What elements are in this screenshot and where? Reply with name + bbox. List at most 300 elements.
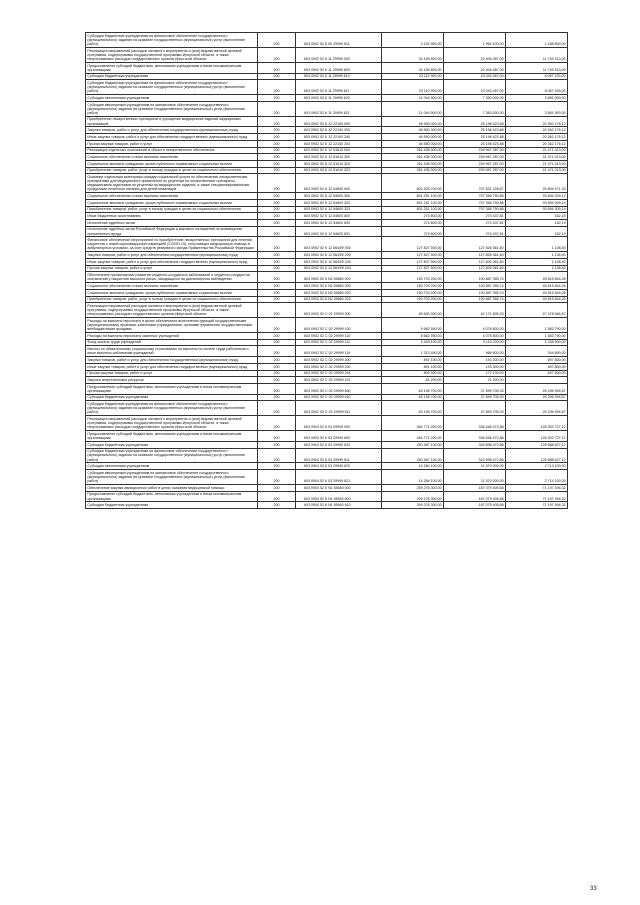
approved-amount: 450 487 100,00 <box>382 441 444 448</box>
classification-code: 603 0904 52 К N1 55540 000 <box>296 485 382 492</box>
table-row <box>86 491 568 502</box>
approved-amount: 801 251 100,00 <box>382 199 444 206</box>
row-name: Предоставление субсидий бюджетным, автономным учреждениям и иным некоммерческим организациям <box>86 491 258 502</box>
executed-amount: 22 406 487,00 <box>444 62 506 73</box>
row-name: Реализация направлений расходов основного мероприятия и (или) ведомственной целевой программы, подпрограммы государственной программы Иркутской области, а также непрограммных расходов государственных органов Иркутской области <box>86 47 258 62</box>
row-name: Закупка энергетических ресурсов <box>86 377 258 384</box>
table-row <box>86 296 568 303</box>
table-row <box>86 485 568 492</box>
classification-code: 603 0902 52 К 12 54600 800 <box>296 213 382 220</box>
approved-amount: 274 600,00 <box>382 213 444 220</box>
row-code: 200 <box>258 332 296 339</box>
unexecuted-amount: 8 067 433,00 <box>506 73 568 80</box>
row-name: Приобретение товаров, работ, услуг в пользу граждан в целях их социального обеспечения <box>86 296 258 303</box>
table-row <box>86 80 568 95</box>
classification-code: 603 0902 52 К 12 54600 300 <box>296 193 382 200</box>
row-code: 200 <box>258 289 296 296</box>
row-name: Прочая закупка товаров, работ и услуг <box>86 265 258 272</box>
row-name: Финансовое обеспечение мероприятий по приобретению лекарственных препаратов для лечения пациентов с новой коронавирусной инфекцией (COVID-19), получающих медицинскую помощь в амбулаторных условиях, за счет средств резервного фонда Правительства Российской Федерации <box>86 237 258 252</box>
table-row <box>86 154 568 161</box>
classification-code: 603 0902 52 К 12 51610 000 <box>296 147 382 154</box>
table-row <box>86 272 568 283</box>
approved-amount: 809 900,00 <box>382 370 444 377</box>
approved-amount: 14 284 100,00 <box>382 470 444 485</box>
approved-amount: 261 438 300,00 <box>382 147 444 154</box>
classification-code: 603 0902 52 К 11 29999 621 <box>296 101 382 116</box>
executed-amount: 274 437,81 <box>444 219 506 226</box>
executed-amount: 37 899 705,33 <box>444 394 506 401</box>
classification-code: 603 0902 52 К 12 5643Ф 244 <box>296 265 382 272</box>
unexecuted-amount: 71 197 494,32 <box>506 491 568 502</box>
approved-amount: 464 771 200,00 <box>382 431 444 442</box>
row-name: Расходы на выплаты персоналу казенных учреждений <box>86 332 258 339</box>
row-name: Иные закупки товаров, работ и услуг для обеспечения государственных (муниципальных) нужд <box>86 363 258 370</box>
row-code: 200 <box>258 272 296 283</box>
unexecuted-amount: 49 815 844,26 <box>506 272 568 283</box>
classification-code: 603 0902 52 К N2 55860 320 <box>296 289 382 296</box>
row-code: 200 <box>258 47 296 62</box>
table-row <box>86 140 568 147</box>
row-name: Субсидии автономным учреждениям на финансовое обеспечение государственного (муниципального) задания на оказание государственных (муниципальных) услуг (выполнение работ) <box>86 101 258 116</box>
row-name: Взносы по обязательному социальному страхованию на выплаты по оплате труда работников и иные выплаты работникам учреждений <box>86 346 258 357</box>
row-code: 200 <box>258 237 296 252</box>
executed-amount: 193 300,00 <box>444 363 506 370</box>
executed-amount: 100 887 355,74 <box>444 289 506 296</box>
row-name: Приобретение товаров, работ, услуг в пользу граждан в целях их социального обеспечения <box>86 167 258 174</box>
row-code: 200 <box>258 73 296 80</box>
table-row <box>86 377 568 384</box>
unexecuted-amount: 25 296 994,67 <box>506 401 568 416</box>
row-code: 200 <box>258 485 296 492</box>
executed-amount: 707 356 790,86 <box>444 199 506 206</box>
executed-amount: 324 898 472,88 <box>444 441 506 448</box>
executed-amount: 22 406 487,00 <box>444 47 506 62</box>
table-row <box>86 401 568 416</box>
approved-amount: 801 251 100,00 <box>382 206 444 213</box>
row-name: Социальное обеспечение и иные выплаты населению <box>86 154 258 161</box>
classification-code: 603 0902 52 К 12 54600 320 <box>296 199 382 206</box>
row-code: 200 <box>258 33 296 48</box>
row-code: 200 <box>258 303 296 318</box>
unexecuted-amount: 93 894 309,14 <box>506 206 568 213</box>
row-name: Иные закупки товаров, работ и услуг для обеспечения государственных (муниципальных) нужд <box>86 259 258 266</box>
approved-amount: 69 650 390,00 <box>382 303 444 318</box>
row-name: Субсидии автономным учреждениям <box>86 463 258 470</box>
approved-amount: 11 044 900,00 <box>382 95 444 102</box>
table-row <box>86 101 568 116</box>
table-row <box>86 213 568 220</box>
row-code: 200 <box>258 491 296 502</box>
executed-amount: 15 043 467,00 <box>444 80 506 95</box>
table-row <box>86 431 568 442</box>
executed-amount: 11 570 000,00 <box>444 470 506 485</box>
table-row <box>86 370 568 377</box>
classification-code: 603 0902 52 С 02 29999 100 <box>296 318 382 333</box>
classification-code: 603 0902 52 К N2 55860 323 <box>296 296 382 303</box>
row-name: Социальное обеспечение и иные выплаты населению <box>86 283 258 290</box>
executed-amount: 324 898 472,88 <box>444 448 506 463</box>
unexecuted-amount: 637 800,00 <box>506 370 568 377</box>
row-code: 200 <box>258 154 296 161</box>
executed-amount: 968 600,00 <box>444 346 506 357</box>
row-name: Иные закупки товаров, работ и услуг для обеспечения государственных (муниципальных) нужд <box>86 134 258 141</box>
classification-code: 603 0902 52 С 02 29999 600 <box>296 383 382 394</box>
row-name: Предоставление субсидий бюджетным, автономным учреждениям и иным некоммерческим организациям <box>86 383 258 394</box>
executed-amount: 100 887 355,74 <box>444 296 506 303</box>
table-row <box>86 289 568 296</box>
row-name: Субсидии бюджетным учреждениям на финансовое обеспечение государственного (муниципального) задания на оказание государственных (муниципальных) услуг (выполнение работ) <box>86 80 258 95</box>
row-code: 200 <box>258 441 296 448</box>
approved-amount: 261 438 300,00 <box>382 167 444 174</box>
approved-amount: 23 110 900,00 <box>382 80 444 95</box>
classification-code: 603 0902 52 С 02 29999 240 <box>296 363 382 370</box>
approved-amount: 46 550 000,00 <box>382 116 444 127</box>
row-code: 200 <box>258 339 296 346</box>
classification-code: 603 0902 52 С 02 29999 610 <box>296 394 382 401</box>
classification-code: 603 0902 52 С 02 29999 200 <box>296 357 382 364</box>
approved-amount: 259 276 300,00 <box>382 502 444 509</box>
unexecuted-amount: 162,19 <box>506 213 568 220</box>
row-name: Приобретение товаров, работ, услуг в пользу граждан в целях их социального обеспечения <box>86 206 258 213</box>
unexecuted-amount: 125 588 627,12 <box>506 441 568 448</box>
unexecuted-amount: 27 478 484,67 <box>506 303 568 318</box>
approved-amount: 11 044 900,00 <box>382 101 444 116</box>
unexecuted-amount: 21 471 013,00 <box>506 154 568 161</box>
unexecuted-amount: 162,19 <box>506 219 568 226</box>
row-code: 200 <box>258 147 296 154</box>
classification-code: 603 0904 52 К N1 55540 600 <box>296 491 382 502</box>
executed-amount: 274 437,81 <box>444 226 506 237</box>
unexecuted-amount: 21 471 013,00 <box>506 167 568 174</box>
table-row <box>86 463 568 470</box>
executed-amount: 172 100,00 <box>444 370 506 377</box>
approved-amount: 127 827 500,00 <box>382 265 444 272</box>
classification-code: 603 0902 52 К 12 54600 831 <box>296 226 382 237</box>
executed-amount: 7 363 000,00 <box>444 101 506 116</box>
approved-amount: 150 703 200,00 <box>382 283 444 290</box>
table-row <box>86 199 568 206</box>
row-code: 200 <box>258 296 296 303</box>
row-code: 200 <box>258 370 296 377</box>
approved-amount: 259 276 300,00 <box>382 485 444 492</box>
row-code: 200 <box>258 401 296 416</box>
classification-code: 603 0902 52 К 12 22100 244 <box>296 140 382 147</box>
executed-amount: 707 631 228,67 <box>444 174 506 193</box>
table-row <box>86 160 568 167</box>
row-name: Оказание отдельным категориям граждан социальной услуги по обеспечению лекарственными препаратами для медицинского применения по рецептам на лекарственные препараты, медицинскими изделиями по рецептам на медицинские изделия, а также специализированными продуктами лечебного питания для детей-инвалидов <box>86 174 258 193</box>
row-name: Субсидии бюджетным учреждениям <box>86 502 258 509</box>
classification-code: 603 0904 52 К 03 29999 621 <box>296 470 382 485</box>
classification-code: 603 0902 52 К 12 54600 000 <box>296 174 382 193</box>
executed-amount: 239 967 287,00 <box>444 154 506 161</box>
approved-amount: 261 438 300,00 <box>382 154 444 161</box>
table-row <box>86 252 568 259</box>
classification-code: 603 0902 52 К 12 51610 323 <box>296 167 382 174</box>
row-name: Обеспечение профилактики развития сердечно-сосудистых заболеваний и сердечно-сосудистых осложнений у пациентов высокого риска, находящихся на диспансерном наблюдении <box>86 272 258 283</box>
executed-amount: 25 198 423,88 <box>444 134 506 141</box>
executed-amount: 4 078 800,00 <box>444 332 506 339</box>
classification-code: 603 0902 52 С 02 29999 119 <box>296 346 382 357</box>
table-row <box>86 383 568 394</box>
table-row <box>86 226 568 237</box>
row-code: 200 <box>258 134 296 141</box>
table-row <box>86 95 568 102</box>
row-name: Обеспечение закупки авиационных работ в целях оказания медицинской помощи <box>86 485 258 492</box>
row-name: Прочая закупка товаров, работ и услуг <box>86 140 258 147</box>
table-row <box>86 62 568 73</box>
classification-code: 603 0902 52 К 11 29999 611 <box>296 80 382 95</box>
classification-code: 603 0902 52 С 02 29999 611 <box>296 401 382 416</box>
executed-amount: 274 437,81 <box>444 213 506 220</box>
executed-amount: 3 110 200,00 <box>444 339 506 346</box>
table-row <box>86 332 568 339</box>
approved-amount: 150 703 200,00 <box>382 272 444 283</box>
classification-code: 603 0902 52 С 02 29999 000 <box>296 303 382 318</box>
row-code: 200 <box>258 363 296 370</box>
classification-code: 603 0904 52 К 03 29999 611 <box>296 448 382 463</box>
approved-amount: 261 438 300,00 <box>382 160 444 167</box>
row-code: 200 <box>258 463 296 470</box>
page-number: 33 <box>590 886 597 892</box>
row-name: Реализация отдельных полномочий в области лекарственного обеспечения <box>86 147 258 154</box>
classification-code: 603 0902 52 С 02 29999 111 <box>296 339 382 346</box>
unexecuted-amount: 128 302 727,12 <box>506 416 568 431</box>
row-code: 200 <box>258 318 296 333</box>
executed-amount: 21 200,00 <box>444 377 506 384</box>
unexecuted-amount: 1 138,40 <box>506 259 568 266</box>
unexecuted-amount: 20 362 176,12 <box>506 127 568 134</box>
row-code: 200 <box>258 174 296 193</box>
approved-amount: 127 827 500,00 <box>382 259 444 266</box>
row-name: Реализация направлений расходов основного мероприятия и (или) ведомственной целевой программы, подпрограммы государственной программы Иркутской области, а также непрограммных расходов государственных органов Иркутской области <box>86 303 258 318</box>
row-name: Иные бюджетные ассигнования <box>86 213 258 220</box>
executed-amount: 11 570 000,00 <box>444 463 506 470</box>
row-name: Исполнение судебных актов <box>86 219 258 226</box>
classification-code: 603 0902 52 К 11 29999 610 <box>296 73 382 80</box>
table-row <box>86 416 568 431</box>
unexecuted-amount: 21 471 013,00 <box>506 160 568 167</box>
unexecuted-amount: 1 583 790,00 <box>506 332 568 339</box>
classification-code: 603 0902 52 К 11 29999 620 <box>296 95 382 102</box>
table-row <box>86 502 568 509</box>
unexecuted-amount: 49 815 844,26 <box>506 296 568 303</box>
row-code: 200 <box>258 383 296 394</box>
row-name: Предоставление субсидий бюджетным, автономным учреждениям и иным некоммерческим организациям <box>86 62 258 73</box>
classification-code: 603 0902 52 К 12 54600 830 <box>296 219 382 226</box>
table-row <box>86 116 568 127</box>
row-name: Субсидии автономным учреждениям <box>86 95 258 102</box>
classification-code: 603 0904 52 К N1 55540 610 <box>296 502 382 509</box>
executed-amount: 127 826 361,60 <box>444 259 506 266</box>
table-row <box>86 318 568 333</box>
executed-amount: 127 826 361,60 <box>444 252 506 259</box>
approved-amount: 464 771 200,00 <box>382 416 444 431</box>
classification-code: 603 0904 52 К 03 29999 000 <box>296 416 382 431</box>
approved-amount: 127 827 500,00 <box>382 237 444 252</box>
row-name: Закупка товаров, работ и услуг для обеспечения государственных (муниципальных) нужд <box>86 252 258 259</box>
classification-code: 603 0902 52 К 12 5643Ф 240 <box>296 259 382 266</box>
unexecuted-amount: 1 583 790,00 <box>506 318 568 333</box>
row-code: 200 <box>258 283 296 290</box>
classification-code: 603 0902 52 К 12 22100 000 <box>296 116 382 127</box>
unexecuted-amount: 1 138,40 <box>506 252 568 259</box>
row-name: Расходы на выплаты персоналу в целях обеспечения выполнения функций государственными (муниципальными) органами, казенными учреждениями, органами управления государственными внебюджетными фондами <box>86 318 258 333</box>
unexecuted-amount: 1 138,40 <box>506 237 568 252</box>
table-row <box>86 303 568 318</box>
unexecuted-amount: 93 894 471,33 <box>506 174 568 193</box>
row-code: 200 <box>258 431 296 442</box>
row-name: Социальное обеспечение и иные выплаты населению <box>86 193 258 200</box>
classification-code: 603 0902 52 С 02 29999 247 <box>296 377 382 384</box>
table-row <box>86 470 568 485</box>
row-code: 200 <box>258 226 296 237</box>
unexecuted-amount: 25 296 994,67 <box>506 394 568 401</box>
row-code: 200 <box>258 265 296 272</box>
row-code: 200 <box>258 160 296 167</box>
row-name: Реализация направлений расходов основного мероприятия и (или) ведомственной целевой программы, подпрограммы государственной программы Иркутской области, а также непрограммных расходов государственных органов Иркутской области <box>86 416 258 431</box>
row-code: 200 <box>258 448 296 463</box>
row-name: Предоставление субсидий бюджетным, автономным учреждениям и иным некоммерческим организациям <box>86 431 258 442</box>
table-row <box>86 441 568 448</box>
executed-amount: 25 198 423,88 <box>444 116 506 127</box>
executed-amount: 239 967 287,00 <box>444 167 506 174</box>
executed-amount: 127 826 361,60 <box>444 237 506 252</box>
table-row <box>86 167 568 174</box>
table-row <box>86 237 568 252</box>
row-code: 200 <box>258 346 296 357</box>
approved-amount: 5 662 590,00 <box>382 318 444 333</box>
unexecuted-amount: 21 471 013,00 <box>506 147 568 154</box>
executed-amount: 239 967 287,00 <box>444 160 506 167</box>
unexecuted-amount: 93 894 309,14 <box>506 199 568 206</box>
row-name: Субсидии бюджетным учреждениям на финансовое обеспечение государственного (муниципального) задания на оказание государственных (муниципальных) услуг (выполнение работ) <box>86 448 258 463</box>
unexecuted-amount: 11 749 313,00 <box>506 62 568 73</box>
row-name: Субсидии автономным учреждениям на финансовое обеспечение государственного (муниципального) задания на оказание государственных (муниципальных) услуг (выполнение работ) <box>86 470 258 485</box>
row-name: Субсидии бюджетным учреждениям на финансовое обеспечение государственного (муниципального) задания на оказание государственных (муниципальных) услуг (выполнение работ) <box>86 33 258 48</box>
classification-code: 603 0902 52 К 12 51610 300 <box>296 154 382 161</box>
executed-amount: 37 899 705,33 <box>444 401 506 416</box>
unexecuted-amount: 1 238 900,00 <box>506 339 568 346</box>
executed-amount: 7 363 000,00 <box>444 95 506 102</box>
table-row <box>86 127 568 134</box>
row-code: 200 <box>258 394 296 401</box>
executed-amount: 1 964 100,00 <box>444 33 506 48</box>
approved-amount: 891 100,00 <box>382 357 444 364</box>
classification-code: 603 0902 52 К 12 22100 200 <box>296 127 382 134</box>
executed-amount: 37 899 705,33 <box>444 383 506 394</box>
row-code: 200 <box>258 127 296 134</box>
executed-amount: 42 171 505,33 <box>444 303 506 318</box>
unexecuted-amount: 49 815 844,26 <box>506 283 568 290</box>
approved-amount: 601 525 700,00 <box>382 174 444 193</box>
unexecuted-amount: 1 188 800,00 <box>506 33 568 48</box>
row-name: Фонд оплаты труда учреждений <box>86 339 258 346</box>
row-name: Субсидии бюджетным учреждениям на финансовое обеспечение государственного (муниципального) задания на оказание государственных (муниципальных) услуг (выполнение работ) <box>86 401 258 416</box>
table-row <box>86 339 568 346</box>
unexecuted-amount: 25 296 994,67 <box>506 383 568 394</box>
classification-code: 603 0902 52 К N2 55860 000 <box>296 272 382 283</box>
approved-amount: 259 276 300,00 <box>382 491 444 502</box>
unexecuted-amount: 11 749 313,00 <box>506 47 568 62</box>
executed-amount: 187 079 405,68 <box>444 485 506 492</box>
approved-amount: 891 100,00 <box>382 363 444 370</box>
classification-code: 603 0902 52 К 12 5643Ф 000 <box>296 237 382 252</box>
approved-amount: 14 284 100,00 <box>382 463 444 470</box>
classification-code: 603 0902 52 К 11 29999 000 <box>296 47 382 62</box>
row-code: 200 <box>258 206 296 213</box>
executed-amount: 239 967 287,00 <box>444 147 506 154</box>
row-code: 200 <box>258 377 296 384</box>
table-row <box>86 193 568 200</box>
row-name: Субсидии бюджетным учреждениям <box>86 441 258 448</box>
approved-amount: 5 662 590,00 <box>382 332 444 339</box>
approved-amount: 801 251 100,00 <box>382 193 444 200</box>
row-name: Социальные выплаты гражданам, кроме публичных нормативных социальных выплат <box>86 160 258 167</box>
row-name: Закупка товаров, работ и услуг для обеспечения государственных (муниципальных) нужд <box>86 357 258 364</box>
table-row <box>86 47 568 62</box>
unexecuted-amount: 49 815 844,26 <box>506 289 568 296</box>
unexecuted-amount: 71 197 494,32 <box>506 502 568 509</box>
unexecuted-amount: 128 302 727,12 <box>506 431 568 442</box>
row-code: 200 <box>258 95 296 102</box>
row-code: 200 <box>258 213 296 220</box>
unexecuted-amount: 20 362 176,12 <box>506 134 568 141</box>
table-row <box>86 174 568 193</box>
approved-amount: 274 600,00 <box>382 219 444 226</box>
unexecuted-amount: 697 800,00 <box>506 363 568 370</box>
approved-amount: 150 703 200,00 <box>382 296 444 303</box>
unexecuted-amount: 162,19 <box>506 226 568 237</box>
unexecuted-amount: 20 362 176,12 <box>506 116 568 127</box>
classification-code: 603 0902 52 К 12 51610 320 <box>296 160 382 167</box>
table-row <box>86 394 568 401</box>
row-code: 200 <box>258 259 296 266</box>
approved-amount: 34 155 800,00 <box>382 62 444 73</box>
unexecuted-amount: 8 067 433,00 <box>506 80 568 95</box>
unexecuted-amount: 2 714 100,00 <box>506 463 568 470</box>
table-row <box>86 448 568 463</box>
classification-code: 603 0902 52 К 12 22100 240 <box>296 134 382 141</box>
table-row <box>86 357 568 364</box>
approved-amount: 46 550 000,00 <box>382 140 444 147</box>
unexecuted-amount: 20 362 176,12 <box>506 140 568 147</box>
table-row <box>86 134 568 141</box>
unexecuted-amount <box>506 377 568 384</box>
row-code: 200 <box>258 80 296 95</box>
executed-amount: 15 043 467,00 <box>444 73 506 80</box>
approved-amount: 1 313 490,00 <box>382 346 444 357</box>
executed-amount: 25 198 423,88 <box>444 140 506 147</box>
table-row <box>86 259 568 266</box>
classification-code: 603 0902 52 К 11 29999 600 <box>296 62 382 73</box>
approved-amount: 81 200,00 <box>382 377 444 384</box>
approved-amount: 3 152 900,00 <box>382 33 444 48</box>
table-row <box>86 346 568 357</box>
classification-code: 603 0902 52 С 02 29999 244 <box>296 370 382 377</box>
executed-amount: 707 356 790,86 <box>444 206 506 213</box>
executed-amount: 25 198 423,88 <box>444 127 506 134</box>
unexecuted-amount: 93 894 309,14 <box>506 193 568 200</box>
row-code: 200 <box>258 116 296 127</box>
row-code: 200 <box>258 167 296 174</box>
executed-amount: 707 356 790,86 <box>444 193 506 200</box>
unexecuted-amount: 71 197 494,32 <box>506 485 568 492</box>
row-code: 200 <box>258 62 296 73</box>
classification-code: 603 0902 52 К 00 29990 611 <box>296 33 382 48</box>
table-row <box>86 206 568 213</box>
executed-amount: 336 468 472,88 <box>444 431 506 442</box>
classification-code: 603 0902 52 С 02 29999 110 <box>296 332 382 339</box>
